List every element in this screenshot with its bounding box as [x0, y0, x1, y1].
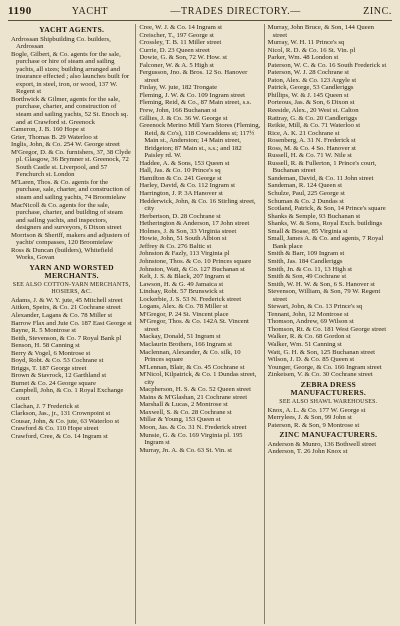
directory-entry: Porteous, Jas. & Son, 6 Dixon st [267, 99, 355, 107]
directory-entry: Grier, Thomas B. 29 Waterloo st [11, 133, 98, 141]
directory-entry: Jeffrey & Co. 276 Baltic st [139, 242, 212, 250]
directory-entry: Kelt, J. S. & Black, 207 Ingram st [139, 273, 231, 281]
directory-entry: Hall, Jas. & Co. 10 Prince's sq [139, 167, 221, 175]
directory-entry: Patrick, George, 53 Candleriggs [267, 84, 354, 92]
directory-entry: M'Nicol, Kilpatrick, & Co. 1 Dundas street, city [139, 371, 257, 386]
directory-entry: Reeside, Alex., 20 West st. Calton [267, 107, 359, 115]
directory-entry: Borthwick & Gilmer, agents for the sale, purchase, charter, and construction of steam and sailing yachts, 52 St. Enoch sq. and at Crawford st. Greenock [11, 95, 129, 126]
directory-entry: Walker, Wm. 51 Canning st [267, 340, 342, 348]
directory-entry: Paterson, W. C. & Co. 16 South Frederick st [267, 61, 387, 69]
directory-entry: Russell, H. & Co. 71 W. Nile st [267, 152, 352, 160]
header-rule [8, 20, 392, 21]
directory-entry: Thomson, Rt. & Co. 181 West George street [267, 325, 387, 333]
directory-entry: Herbertson, D. 28 Cochrane st [139, 212, 221, 220]
directory-entry: Smith & Barr, 109 Ingram st [267, 250, 345, 258]
directory-entry: Boyd, Robt. & Co. 53 Cochrane st [11, 357, 104, 365]
see-also-note: SEE ALSO COTTON-YARN MERCHANTS, HOSIERS, &C. [12, 281, 131, 295]
directory-entry: MacNicoll & Co. agents for the sale, purchase, charter, and building of steam and sailing yachts, and inspectors, designers and surveyors, 6 Dixon street [11, 201, 123, 232]
directory-entry: Hamilton & Co. 241 George st [139, 174, 222, 182]
directory-entry: Campbell, John, & Co. 1 Royal Exchange court [11, 387, 124, 403]
directory-entry: Hetherington & Anderson, 17 John street [139, 220, 250, 228]
directory-entry: Marshall & Lucas, 2 Montrose st [139, 401, 228, 409]
directory-entry: Burnet & Co. 24 George square [11, 379, 96, 387]
directory-entry: Thomson, Andrew, 69 Wilson st [267, 318, 354, 326]
directory-entry: M'Gregor, Thos. & Co. 142A St. Vincent street [139, 318, 249, 333]
directory-entry: Tennant, John, 12 Montrose st [267, 310, 349, 318]
directory-entry: Shanks, W. & Sons, Royal Exch. buildings [267, 220, 383, 228]
directory-entry: Anderson, T. 26 John Knox st [267, 448, 348, 456]
directory-entry: Lockerbie, J. S. 53 N. Frederick street [139, 295, 242, 303]
directory-entry: Walker, R. & Co. 68 Gordon st [267, 333, 351, 341]
directory-entry: Stevenson, William, & Son, 79 W. Regent street [267, 288, 381, 303]
section-heading: YARN AND WORSTED MERCHANTS. [29, 262, 114, 281]
directory-entry: Shanks & Semple, 93 Buchanan st [267, 212, 361, 220]
directory-entry: Morrison & Sheriff, makers and adjusters of yachts' compasses, 120 Broomielaw [11, 231, 130, 247]
directory-entry: M'Lennan, Blair, & Co. 45 Cochrane st [139, 363, 245, 371]
directory-entry: Rattray, G. & Co. 20 Candleriggs [267, 114, 358, 122]
directory-entry: Johnston, Watt, & Co. 127 Buchanan st [139, 265, 245, 273]
directory-entry: Bayne, R. 5 Montrose st [11, 327, 77, 335]
directory-entry: Crossley, T. B. 11 Miller street [139, 39, 222, 47]
directory-entry: Cameron, J. B. 160 Hope st [11, 126, 85, 134]
directory-entry: Hedderwick, John, & Co. 16 Stirling street, city [139, 197, 256, 213]
directory-entry: Parker, Wm. 48 London st [267, 54, 339, 62]
directory-entry: Small, James A. & Co. and agents, 7 Royal Bank place [267, 235, 384, 250]
directory-entry: Phillips, W. & J. 145 Queen st [267, 91, 349, 99]
directory-entry: Smith & Son, 49 Cochrane st [267, 273, 347, 281]
directory-entry: Currie, D. 23 Queen street [139, 46, 210, 54]
directory-entry: Alexander, Lagans & Co. 78 Miller st [11, 312, 113, 319]
directory-entry: Munsie, G. & Co. 169 Virginia pl. 195 Ingram st [139, 431, 243, 447]
directory-entry: Reikie, Mill, & Co. 71 Waterloo st [267, 122, 361, 130]
directory-entry: Nicol, R. D. & Co. 16 St. Vin. pl [267, 46, 356, 54]
directory-entry: Small & Boase, 85 Virginia st [267, 227, 348, 235]
directory-entry: Finlay, W. jute, 182 Trongate [139, 84, 218, 92]
directory-entry: Greenock Merino Mill Yarn Stores (Fleming, Reid, & Co's), 118 Cowcaddens st; 117½ Main st., Anderston; 14 Main street, Bridgeton; 87 Main st., s.s.; and 182 Paisley rd. W. [139, 122, 261, 160]
directory-entry: Smith, Jn. & Co. 11, 13 High st [267, 265, 352, 273]
section-heading: YACHT AGENTS. [39, 25, 105, 34]
running-head-right: ZINC. [363, 6, 392, 17]
section-heading: ZINC MANUFACTURERS. [279, 430, 378, 440]
directory-entry: Ross & Duncan (builders), Whitefield Works, Govan [11, 246, 113, 262]
directory-entry: Aitken, Speirs, & Co. 21 Cochrane street [11, 304, 121, 312]
running-head-middle: —TRADES DIRECTORY.— [170, 6, 301, 17]
directory-entry: M'Laren, Thos. & Co. agents for the purchase, sale, charter, and construction of steam and sailing yachts, 74 Broomielaw [11, 178, 131, 201]
directory-entry: Fergusson, Jno. & Bros. 12 So. Hanover street [139, 69, 248, 84]
directory-entry: Cree, W. J. & Co. 14 Ingram st [139, 24, 222, 31]
directory-entry: Rosenberg, A. 31 N. Frederick st [267, 137, 356, 145]
directory-columns [8, 24, 392, 624]
directory-entry: Logans, Alex. & Co. 78 Miller st [139, 303, 228, 311]
directory-entry: Harrington, J. P. 3A Hanover st [139, 190, 223, 198]
directory-entry: Howie, John, 51 South Albion st [139, 235, 227, 243]
directory-entry: Beith, Stevenson, & Co. 7 Royal Bank pl [11, 334, 122, 342]
directory-entry: Younger, George, & Co. 166 Ingram street [267, 363, 382, 371]
directory-entry: Adams, J. & W. Y. jute, 45 Mitchell street [11, 296, 123, 304]
directory-entry: Frew, John, 166 Buchanan st [139, 107, 217, 115]
directory-entry: Zinkeisen, V. & Co. 30 Cochrane street [267, 371, 373, 379]
directory-entry: Gillies, J. & Co. 36 W. George st [139, 114, 228, 122]
see-also-note: SEE ALSO SHAWL WAREHOUSES. [279, 398, 378, 405]
page-number: 1190 [8, 5, 32, 17]
directory-entry: Knox, A. L. & Co. 177 W. George st [267, 406, 366, 414]
directory-entry: Merrylees, J. & Son, 99 John st [267, 414, 352, 422]
directory-entry: Watt, G. H. & Son, 125 Buchanan street [267, 348, 376, 356]
directory-entry: Fleming, J. W. & Co. 109 Ingram street [139, 91, 246, 99]
column-2 [135, 24, 263, 624]
directory-entry: Bogle, Gilbert, & Co. agents for the sale, purchase or hire of steam and sailing yachts, all sizes; building arranged and insurance effected ; also launches built for export, in steel, iron, or wood, 137 W. Regent st [11, 50, 130, 96]
directory-entry: Ardrossan Shipbuilding Co. builders, Ardrossan [11, 35, 111, 51]
directory-entry: Berry & Vogel, 6 Montrose st [11, 349, 91, 357]
directory-entry: Mackay, Donald, 51 Ingram st [139, 333, 221, 341]
directory-entry: Sandeman, R. 124 Queen st [267, 182, 342, 190]
directory-entry: Moon, Jas. & Co. 31 N. Frederick street [139, 423, 247, 431]
directory-entry: Wilson, J. D. & Co. 85 Queen st [267, 356, 355, 364]
directory-entry: Lindsay, Robt. 57 Brunswick st [139, 288, 224, 296]
section-heading: ZEBRA DRESS MANUFACTURERS. [290, 379, 367, 398]
directory-entry: Falconer, W. & A. 5 High st [139, 61, 214, 69]
directory-entry: Stewart, John, & Co. 13 Prince's sq [267, 303, 363, 311]
directory-entry: Smith, W. H. W. & Son, 6 S. Hanover st [267, 280, 375, 288]
running-head-left: YACHT [71, 6, 109, 17]
directory-entry: Johnstone, Thos. & Co. 10 Princes square [139, 257, 252, 265]
directory-entry: Smith, Jas. 184 Candleriggs [267, 257, 343, 265]
directory-entry: Paterson, W. J. 28 Cochrane st [267, 69, 350, 77]
directory-entry: Schuman & Co. 2 Dundas st [267, 197, 344, 205]
directory-entry: Murray, W. H. 11 Prince's sq [267, 39, 345, 47]
directory-entry: Murray, Jn. A. & Co. 63 St. Vin. st [139, 446, 233, 454]
directory-entry: Rice, A. K. 21 Cochrane st [267, 129, 340, 137]
directory-entry: Millar & Young, 153 Queen st [139, 416, 221, 424]
directory-entry: Dowie, G. & Son, 72 W. How. st [139, 54, 227, 62]
directory-entry: Creischer, T., 197 George st [139, 31, 214, 39]
directory-entry: Maclennan, Alexander, & Co. silk, 10 Princes square [139, 348, 241, 364]
directory-entry: Paton, Alex. & Co. 123 Argyle st [267, 76, 357, 84]
column-3 [264, 24, 392, 624]
directory-entry: Lawson, H. & G. 49 Jamaica st [139, 280, 224, 288]
directory-entry: Maclaurin Brothers, 166 Ingram st [139, 340, 233, 348]
directory-entry: Inglis, John, & Co. 254 W. George street [11, 141, 120, 149]
directory-entry: Scotland, Patrick, & Son, 14 Prince's square [267, 205, 386, 213]
directory-entry: Haddee, A. & Sons, 153 Queen st [139, 159, 230, 167]
directory-entry: Benson, H. 58 Canning st [11, 342, 80, 350]
directory-entry: Crawford & Co. 110 Hope street [11, 425, 99, 433]
directory-entry: Harley, David, & Co. 112 Ingram st [139, 182, 236, 190]
directory-entry: Johnston & Fazly, 113 Virginia pl [139, 250, 230, 258]
column-1 [8, 24, 135, 624]
directory-entry: Barrow Flax and Jute Co. 187 East George st [11, 319, 132, 327]
directory-entry: Cousar, John, & Co. jute, 63 Waterloo st [11, 417, 120, 425]
directory-entry: Ross, M. & Co. 4 So. Hanover st [267, 144, 356, 152]
directory-entry: M'Gregor, D. & Co. furnishers, 37, 38 Clyde pl. Glasgow, 36 Brymner st. Greenock, 72 South Castle st. Liverpool, and 57 Fenchurch st. London [11, 148, 131, 179]
directory-entry: Macpherson, H. S. & Co. 52 Queen street [139, 386, 251, 394]
directory-entry: Sandeman, David, & Co. 11 John street [267, 174, 374, 182]
page-header [8, 5, 392, 19]
directory-entry: Mains & M'Glashan, 21 Cochrane street [139, 393, 248, 401]
directory-entry: Crawford, Cree, & Co. 14 Ingram st [11, 432, 108, 440]
directory-entry: Holmes, J. & Son, 33 Virginia street [139, 227, 237, 235]
directory-entry: Schulze, Paul, 225 George st [267, 190, 345, 198]
directory-entry: Maxwell, S. & Co. 28 Cochrane st [139, 408, 232, 416]
directory-entry: Clachan, J. 7 Frederick st [11, 402, 79, 410]
directory-entry: Brown & Stavrock, 12 Garthland st [11, 372, 107, 380]
directory-entry: M'Gregor, P. 24 St. Vincent place [139, 310, 229, 318]
directory-entry: Anderson & Munro, 136 Bothwell street [267, 440, 377, 448]
directory-entry: Paterson, R. & Son, 9 Montrose st [267, 421, 360, 429]
directory-entry: Briggs, T. 187 George street [11, 364, 87, 372]
directory-entry: Russell, R. & Fullerton, 1 Prince's court, Buchanan street [267, 159, 377, 175]
directory-entry: Clarkson, Jas., jr., 131 Crownpoint st [11, 410, 111, 418]
directory-entry: Murray, John Bruce, & Son, 144 Queen street [267, 24, 375, 39]
directory-entry: Fleming, Reid, & Co., 87 Main street, s.s. [139, 99, 252, 107]
